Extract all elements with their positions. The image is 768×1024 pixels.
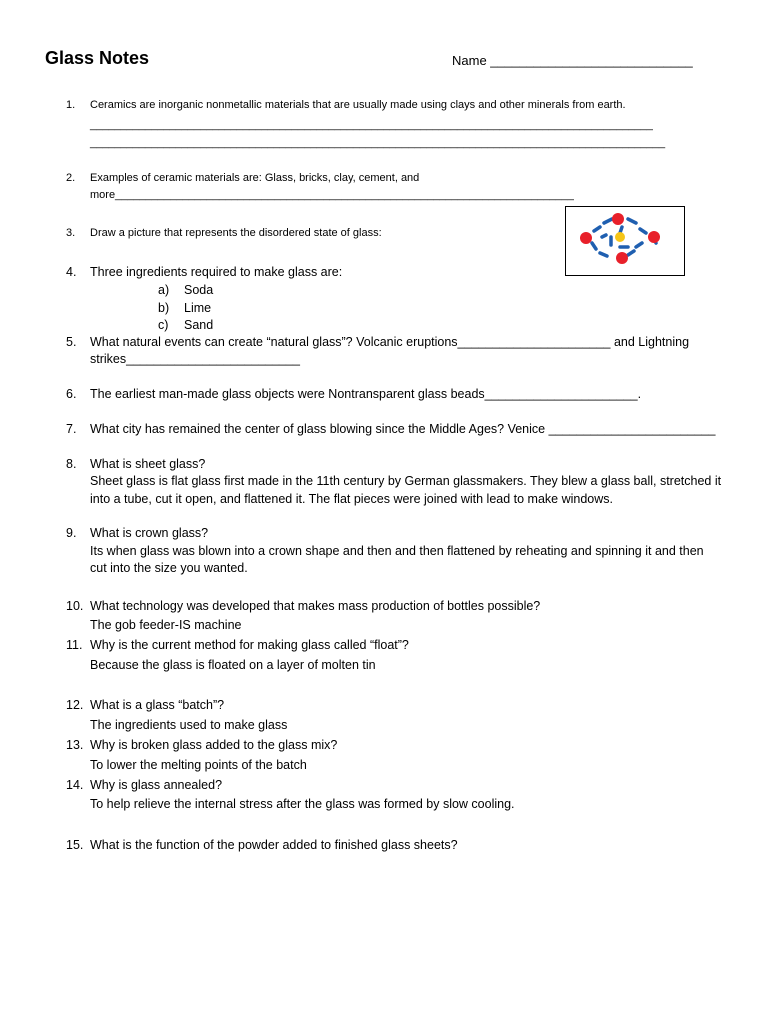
disordered-glass-sketch [566, 207, 684, 275]
q13-text: Why is broken glass added to the glass mix? [90, 738, 338, 752]
q7-number: 7. [66, 422, 77, 436]
q14-answer: To help relieve the internal stress after the glass was formed by slow cooling. [90, 797, 515, 811]
bond-dash [602, 235, 606, 237]
q12-answer: The ingredients used to make glass [90, 718, 288, 732]
glass-structure-drawing [565, 206, 685, 276]
q9-number: 9. [66, 526, 77, 540]
q3-text: Draw a picture that represents the disordered state of glass: [90, 227, 382, 239]
bond-dash [604, 219, 612, 223]
bond-dash [628, 219, 636, 223]
q10-answer: The gob feeder-IS machine [90, 618, 242, 632]
q11-text: Why is the current method for making glass called “float”? [90, 638, 409, 652]
oxygen-atom [580, 232, 592, 244]
q8-number: 8. [66, 457, 77, 471]
q5-number: 5. [66, 335, 77, 349]
q1-text: Ceramics are inorganic nonmetallic materials that are usually made using clays and other minerals from earth. [90, 99, 626, 111]
q7-text: What city has remained the center of glass blowing since the Middle Ages? Venice ________________________ [90, 422, 716, 436]
oxygen-atom [648, 231, 660, 243]
q9-text: What is crown glass? [90, 526, 209, 540]
q11-answer: Because the glass is floated on a layer of molten tin [90, 658, 376, 672]
oxygen-atom [612, 213, 624, 225]
oxygen-atom [616, 252, 628, 264]
q14-text: Why is glass annealed? [90, 778, 223, 792]
bond-dash [636, 243, 642, 247]
q4-item-value: Sand [184, 318, 214, 332]
q12-text: What is a glass “batch”? [90, 698, 225, 712]
q10-text: What technology was developed that makes mass production of bottles possible? [90, 599, 541, 613]
q3-number: 3. [66, 227, 76, 239]
q4-item-value: Lime [184, 301, 212, 315]
q9-answer-line-2: cut into the size you wanted. [90, 561, 248, 575]
q2-blank-line[interactable]: more___________________________________________________________________________ [90, 189, 574, 201]
q1-blank-line-2[interactable]: ______________________________________________________________________________________________ [90, 137, 666, 149]
q8-text: What is sheet glass? [90, 457, 206, 471]
q8-answer-line-2: into a tube, cut it open, and flattened it. The flat pieces were joined with lead to make windows. [90, 492, 613, 506]
q4-item-label: c) [158, 318, 169, 332]
q13-answer: To lower the melting points of the batch [90, 758, 307, 772]
q4-item-value: Soda [184, 283, 214, 297]
q2-text: Examples of ceramic materials are: Glass, bricks, clay, cement, and [90, 172, 420, 184]
q11-number: 11. [66, 638, 83, 652]
q4-item-label: b) [158, 301, 170, 315]
q8-answer-line-1: Sheet glass is flat glass first made in the 11th century by German glassmakers. They blew a glass ball, stretched it [90, 474, 722, 488]
q5-text-continued: strikes_________________________ [90, 352, 300, 366]
q12-number: 12. [66, 698, 84, 712]
name-field[interactable]: Name ____________________________ [452, 53, 693, 68]
q13-number: 13. [66, 738, 84, 752]
q15-number: 15. [66, 838, 84, 852]
q6-number: 6. [66, 387, 77, 401]
q6-text: The earliest man-made glass objects were Nontransparent glass beads______________________. [90, 387, 642, 401]
q9-answer-line-1: Its when glass was blown into a crown shape and then and then flattened by reheating and spinning it and then [90, 544, 704, 558]
bond-dash [594, 227, 600, 231]
q1-number: 1. [66, 99, 76, 111]
q14-number: 14. [66, 778, 84, 792]
bond-dash [628, 251, 634, 255]
q5-text: What natural events can create “natural glass”? Volcanic eruptions______________________ and Lightning [90, 335, 690, 349]
q4-item-label: a) [158, 283, 170, 297]
q2-number: 2. [66, 172, 76, 184]
silicon-atom [615, 232, 625, 242]
bond-dash [600, 253, 607, 256]
q10-number: 10. [66, 599, 84, 613]
bond-dash [640, 229, 646, 233]
q4-text: Three ingredients required to make glass are: [90, 265, 343, 279]
q4-number: 4. [66, 265, 77, 279]
page-title: Glass Notes [45, 48, 150, 68]
q1-blank-line-1[interactable]: ____________________________________________________________________________________________ [90, 119, 653, 131]
bond-dash [592, 243, 596, 249]
q15-text: What is the function of the powder added to finished glass sheets? [90, 838, 458, 852]
